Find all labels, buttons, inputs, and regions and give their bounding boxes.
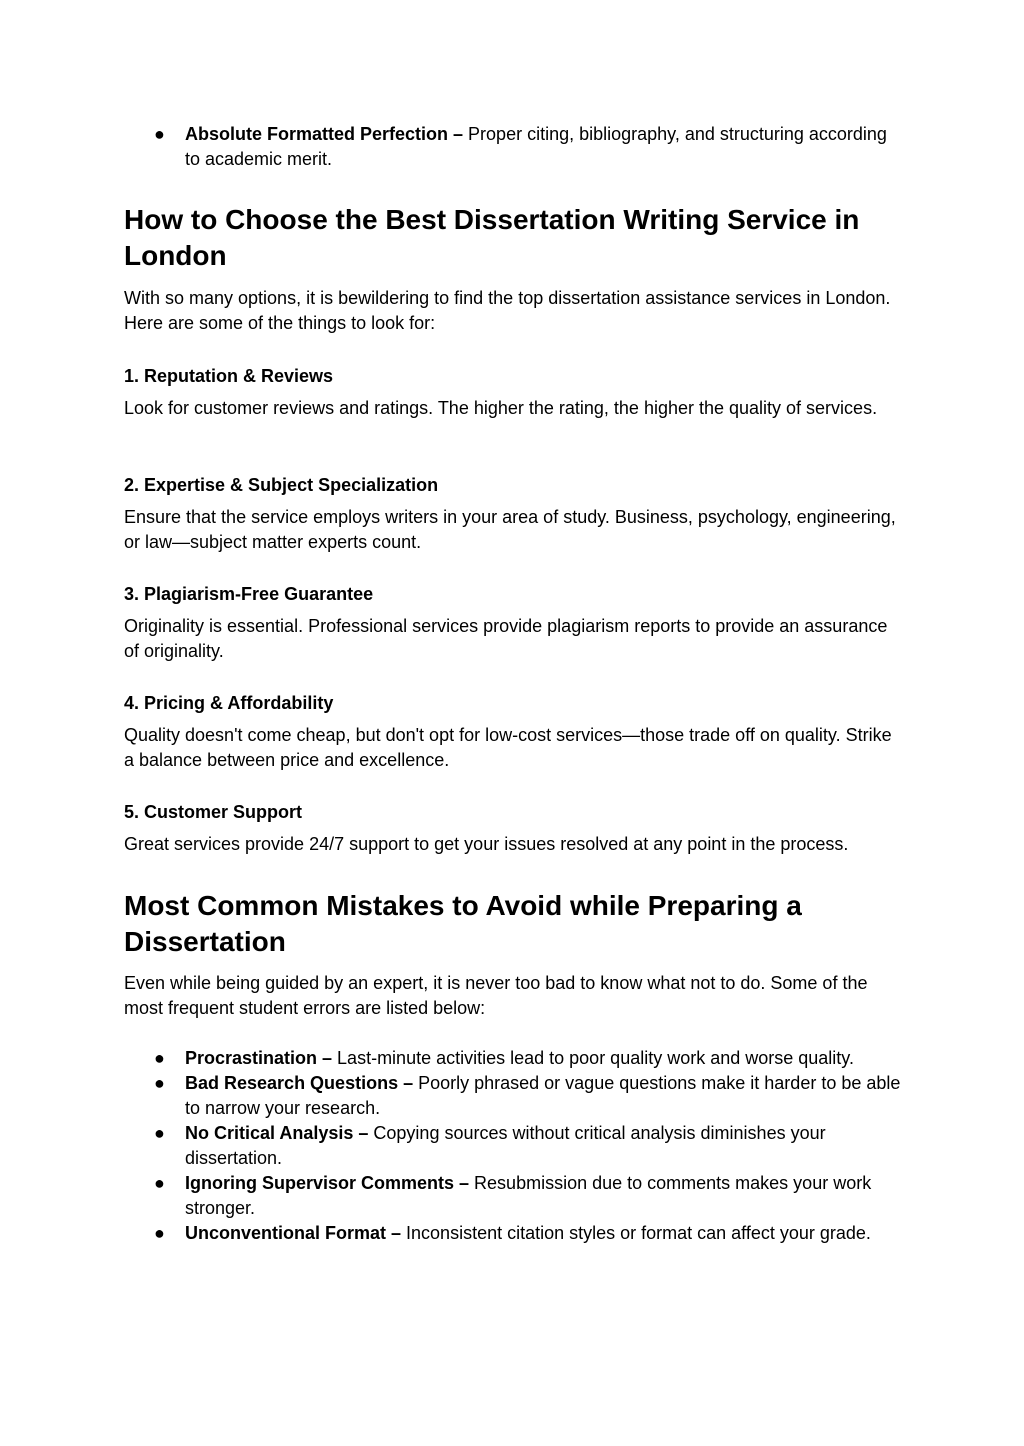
- bullet-dot-icon: ●: [154, 1048, 165, 1068]
- bullet-text: Copying sources without critical analysis diminishes your dissertation.: [185, 1123, 826, 1168]
- bullet-text: Last-minute activities lead to poor quality work and worse quality.: [332, 1048, 854, 1068]
- paragraph-plagiarism: Originality is essential. Professional services provide plagiarism reports to provide an assurance of originality.: [124, 616, 888, 661]
- bullet-text: Poorly phrased or vague questions make it harder to be able to narrow your research.: [185, 1073, 901, 1118]
- paragraph-pricing: Quality doesn't come cheap, but don't opt for low-cost services—those trade off on quality. Strike a balance between price and excellence.: [124, 725, 892, 770]
- bullet-item: [124, 1121, 904, 1171]
- mistakes-bullet-list: [124, 1046, 904, 1246]
- bullet-item: [124, 1171, 904, 1221]
- subheading-expertise: 2. Expertise & Subject Specialization: [124, 475, 439, 495]
- formatting-bullet-list: [124, 122, 904, 172]
- subheading-plagiarism: 3. Plagiarism-Free Guarantee: [124, 584, 374, 604]
- bullet-term: Ignoring Supervisor Comments –: [185, 1173, 470, 1193]
- bullet-item: [124, 1046, 904, 1071]
- section-intro-choose-service: With so many options, it is bewildering to find the top dissertation assistance services in London. Here are some of the things to look for:: [124, 288, 891, 333]
- bullet-dot-icon: ●: [154, 124, 165, 144]
- section-heading-choose-service: How to Choose the Best Dissertation Writing Service in London: [124, 204, 860, 271]
- bullet-dot-icon: ●: [154, 1073, 165, 1093]
- bullet-term: No Critical Analysis –: [185, 1123, 369, 1143]
- subheading-support: 5. Customer Support: [124, 802, 303, 822]
- bullet-term: Unconventional Format –: [185, 1223, 402, 1243]
- paragraph-support: Great services provide 24/7 support to get your issues resolved at any point in the process.: [124, 834, 849, 854]
- section-heading-mistakes: Most Common Mistakes to Avoid while Preparing a Dissertation: [124, 890, 802, 957]
- bullet-item: [124, 1221, 904, 1246]
- bullet-term: Bad Research Questions –: [185, 1073, 414, 1093]
- paragraph-reputation: Look for customer reviews and ratings. The higher the rating, the higher the quality of services.: [124, 398, 878, 418]
- bullet-term: Procrastination –: [185, 1048, 333, 1068]
- bullet-item: [124, 1071, 904, 1121]
- section-intro-mistakes: Even while being guided by an expert, it is never too bad to know what not to do. Some of the most frequent student errors are listed below:: [124, 973, 868, 1018]
- bullet-term: Absolute Formatted Perfection –: [185, 124, 464, 144]
- bullet-dot-icon: ●: [154, 1223, 165, 1243]
- bullet-text: Proper citing, bibliography, and structuring according to academic merit.: [185, 124, 887, 169]
- bullet-text: Inconsistent citation styles or format can affect your grade.: [401, 1223, 871, 1243]
- paragraph-expertise: Ensure that the service employs writers in your area of study. Business, psychology, engineering, or law—subject matter experts count.: [124, 507, 896, 552]
- bullet-text: Resubmission due to comments makes your work stronger.: [185, 1173, 872, 1218]
- bullet-item: [124, 122, 904, 172]
- subheading-pricing: 4. Pricing & Affordability: [124, 693, 334, 713]
- bullet-dot-icon: ●: [154, 1123, 165, 1143]
- subheading-reputation: 1. Reputation & Reviews: [124, 366, 334, 386]
- bullet-dot-icon: ●: [154, 1173, 165, 1193]
